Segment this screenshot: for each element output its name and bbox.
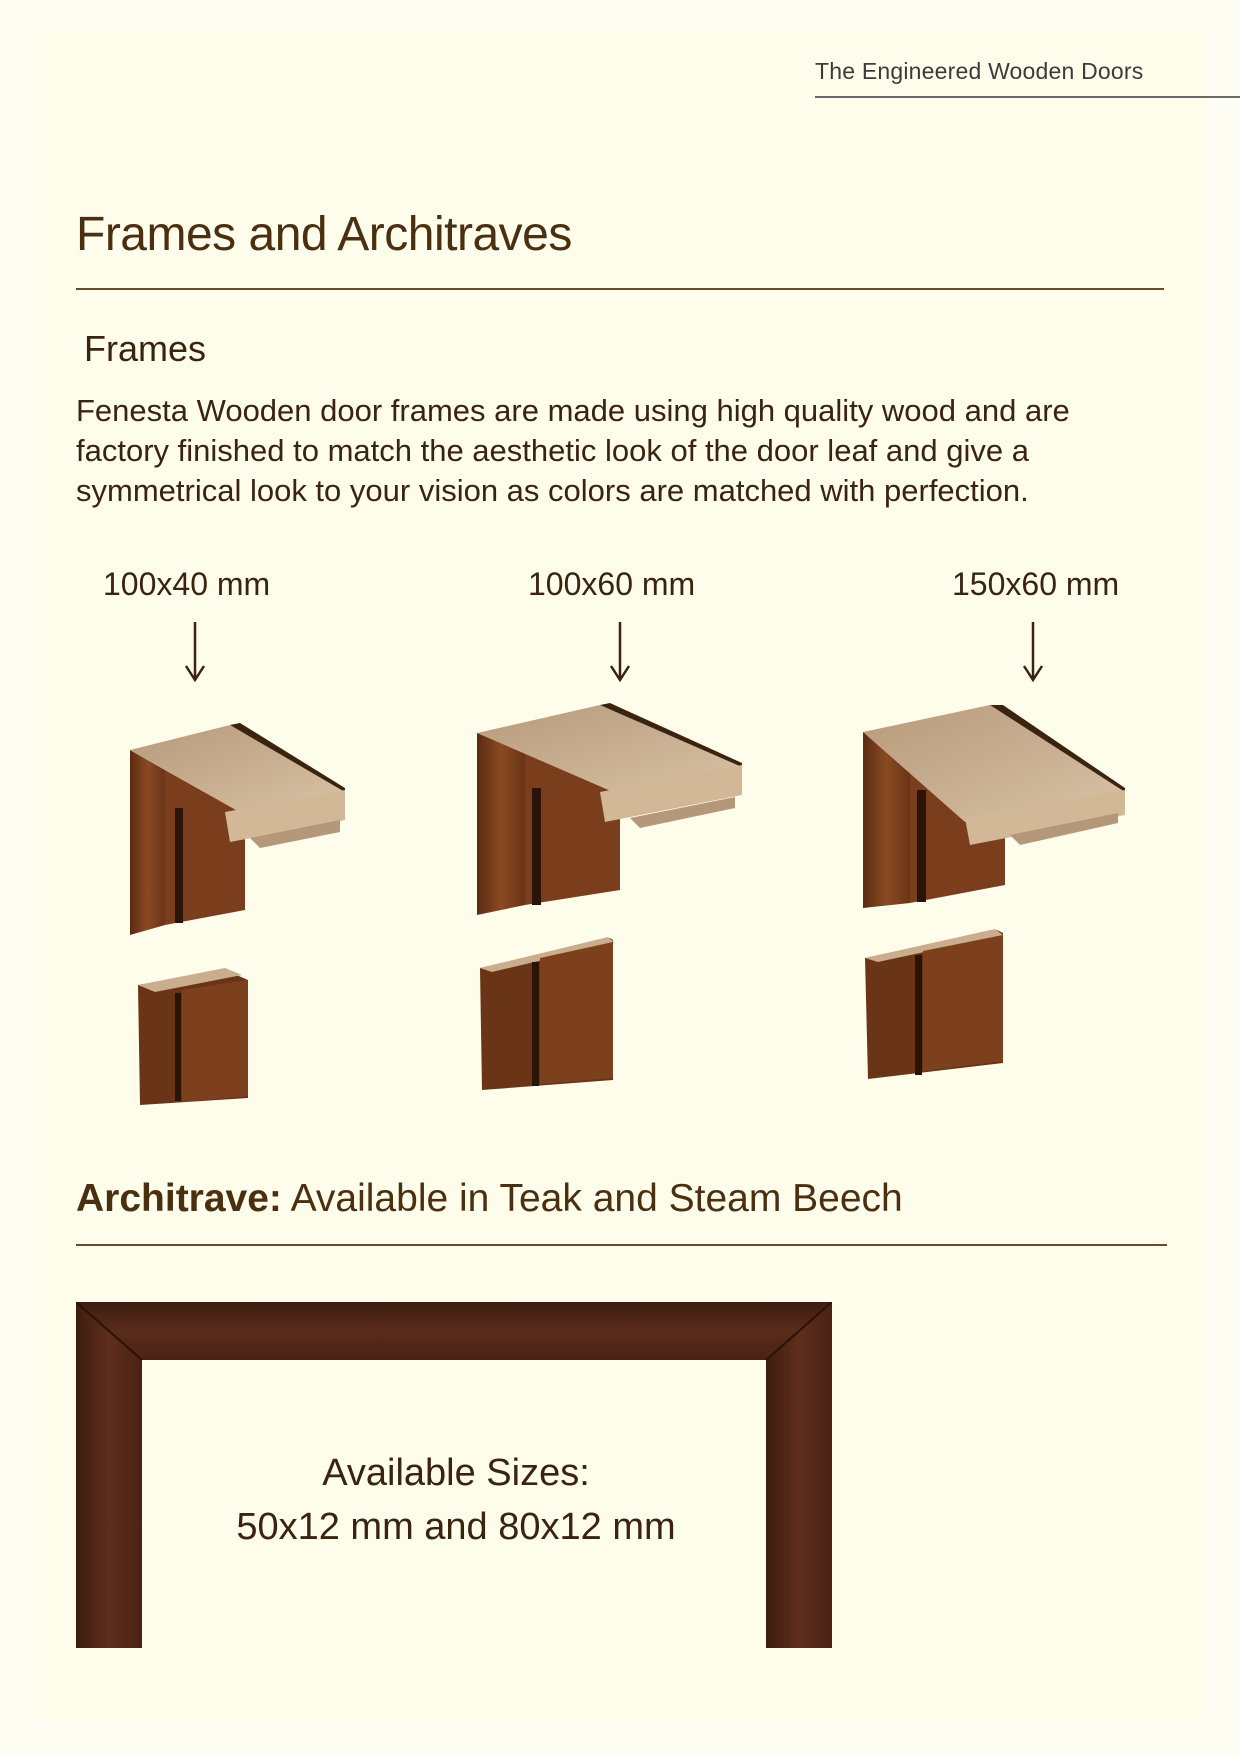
architrave-heading [76,1177,903,1221]
title-rule [76,288,1164,290]
frame-profile-illustration-3 [860,705,1130,1105]
frame-size-label-1: 100x40 mm [103,566,271,602]
frame-profile-illustration-2 [470,700,750,1100]
available-sizes-heading: Available Sizes: [322,1452,590,1494]
page-title: Frames and Architraves [76,208,572,261]
down-arrow-icon [608,620,632,684]
available-sizes-value: 50x12 mm and 80x12 mm [236,1506,676,1548]
frame-size-label-2: 100x60 mm [528,566,696,602]
frame-size-label-3: 150x60 mm [952,566,1120,602]
down-arrow-icon [183,620,207,684]
running-title: The Engineered Wooden Doors [815,58,1144,84]
frames-description: Fenesta Wooden door frames are made using high quality wood and are factory finished to match the aesthetic look of the door leaf and give a symmetrical look to your vision as colors are matched with perfection. [76,393,1070,508]
frame-profile-illustration-1 [120,720,360,1120]
down-arrow-icon [1021,620,1045,684]
architrave-rule [76,1244,1167,1246]
architrave-description: Available in Teak and Steam Beech [281,1177,903,1220]
frames-heading: Frames [84,328,207,369]
architrave-label: Architrave: [76,1177,282,1220]
running-title-rule [815,96,1240,98]
